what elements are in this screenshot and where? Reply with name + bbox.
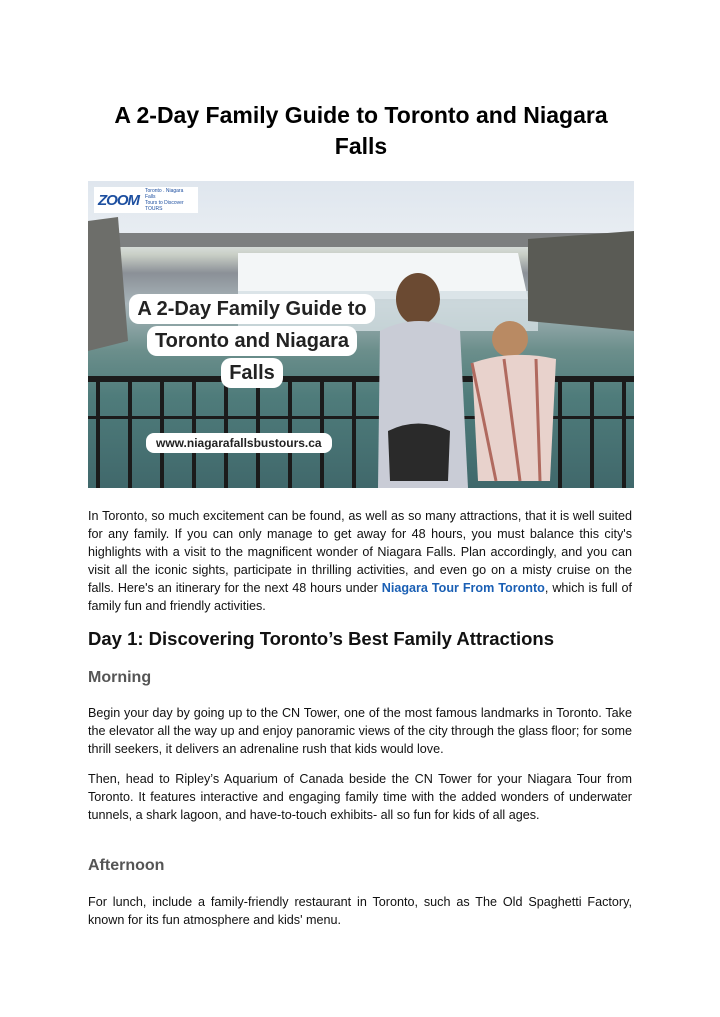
- cliff-right: [528, 231, 634, 331]
- logo-tagline-line1: Toronto . Niagara Falls: [145, 188, 184, 200]
- logo-wordmark: ZOOM: [98, 191, 139, 209]
- intro-text-after-link: , which is full of family fun and friendly activities.: [88, 581, 633, 613]
- afternoon-paragraph-1: For lunch, include a family-friendly restaurant in Toronto, such as The Old Spaghetti Factory, known for its fun atmosphere and kids' menu.: [88, 895, 632, 927]
- morning-paragraph-1: Begin your day by going up to the CN Tower, one of the most famous landmarks in Toronto. Take the elevator all the way up and enjoy panoramic views of the city through the glass floor; for some thrill seekers, it delivers an adrenaline rush that kids would love.: [88, 706, 632, 756]
- logo-tagline-line2: Tours to Discover: [145, 200, 184, 206]
- adult-hair: [396, 273, 440, 325]
- hero-overlay-line-3: Falls: [221, 358, 283, 388]
- zoom-tours-logo: [94, 187, 198, 213]
- page-title: A 2-Day Family Guide to Toronto and Niagara Falls: [114, 102, 608, 159]
- morning-paragraph-2: Then, head to Ripley’s Aquarium of Canada beside the CN Tower for your Niagara Tour from Toronto. It features interactive and engaging family time with the added wonders of underwater tunnels, a shark lagoon, and have-to-touch exhibits- all so fun for kids of all ages.: [88, 772, 632, 822]
- hero-website-url: www.niagarafallsbustours.ca: [146, 433, 332, 453]
- morning-heading: Morning: [88, 669, 152, 686]
- hero-overlay-title: [114, 293, 390, 389]
- intro-text-before-link: In Toronto, so much excitement can be found, as well as so many attractions, that it is well suited for any family. If you can only manage to get away for 48 hours, you must balance this city's highlights with a visit to the magnificent wonder of Niagara Falls. Plan accordingly, and you can visit all the iconic sights, participate in thrilling activities, and even go on a misty cruise on the falls. Here's an itinerary for the next 48 hours under: [88, 509, 632, 595]
- niagara-tour-link[interactable]: Niagara Tour From Toronto: [381, 581, 545, 595]
- hero-image: [88, 181, 634, 488]
- logo-tours: TOURS: [145, 206, 163, 212]
- hero-overlay-line-1: A 2-Day Family Guide to: [129, 294, 374, 324]
- logo-tagline: [145, 188, 194, 212]
- hero-overlay-line-2: Toronto and Niagara: [147, 326, 357, 356]
- afternoon-heading: Afternoon: [88, 857, 165, 874]
- intro-paragraph: [88, 507, 632, 615]
- adult-bag: [388, 424, 450, 482]
- child-head: [492, 321, 528, 357]
- day1-heading: Day 1: Discovering Toronto’s Best Family Attractions: [88, 628, 555, 649]
